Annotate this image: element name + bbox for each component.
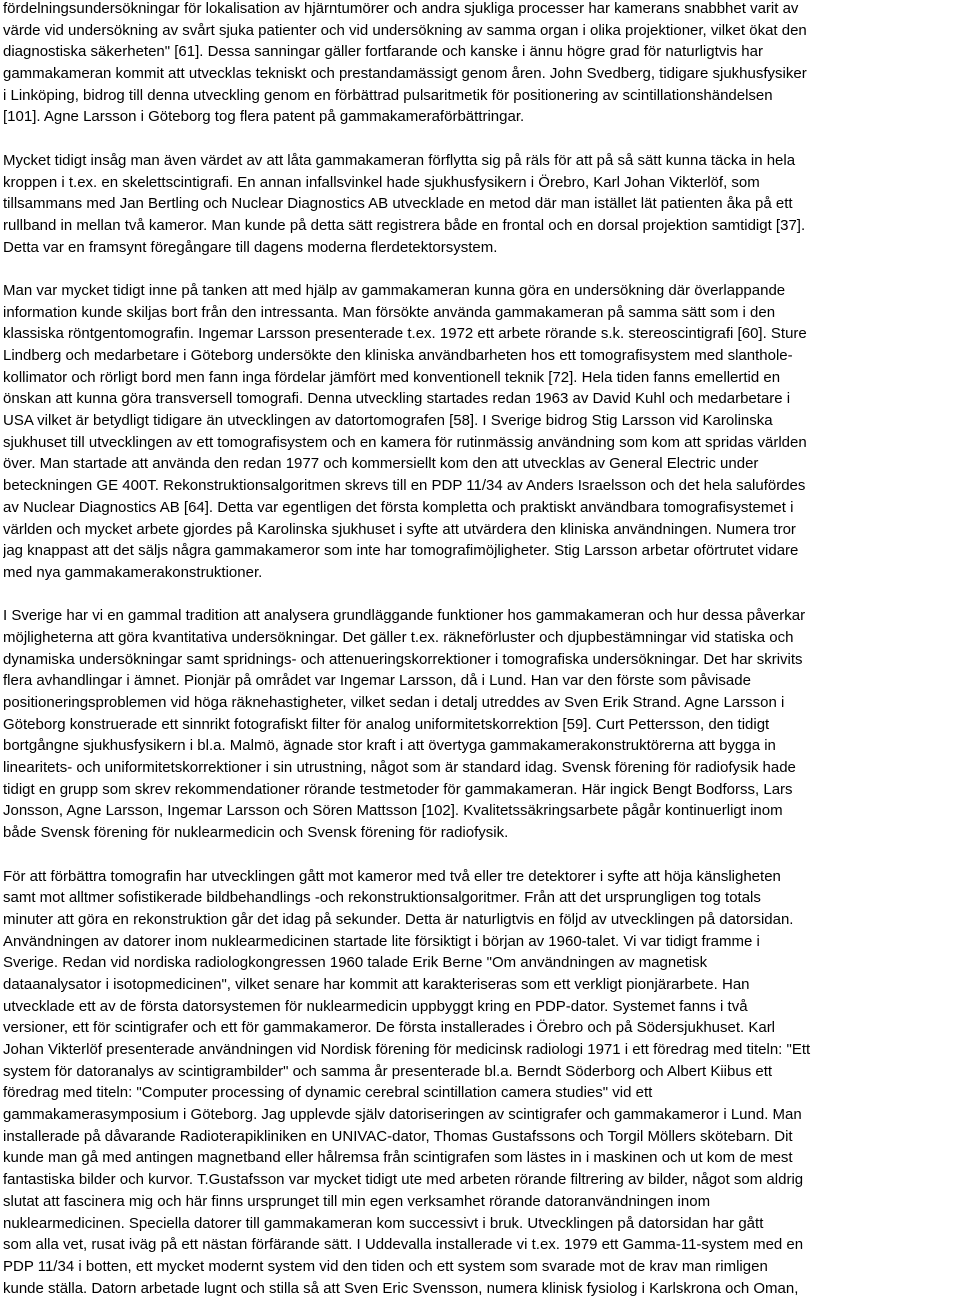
text-line: dynamiska undersökningar samt spridnings- och attenueringskorrektioner i tomografiska undersökningar. Det har skrivits bbox=[3, 650, 803, 668]
paragraph-computers bbox=[0, 866, 960, 1299]
text-line: tillsammans med Jan Bertling och Nuclear Diagnostics AB utvecklade en metod där man istället lät patienten åka på ett bbox=[3, 195, 793, 213]
text-line: möjligheterna att göra kvantitativa undersökningar. Det gäller t.ex. räkneförluster och djupbestämningar vid statiska och bbox=[3, 628, 794, 646]
text-line: information kunde skiljas bort från den intressanta. Man försökte använda gammakameran på samma sätt som i den bbox=[3, 303, 776, 321]
paragraph-rail-camera bbox=[0, 150, 960, 258]
text-line: kunde ställa. Datorn arbetade lugnt och stilla så att Sven Eric Svensson, numera klinisk fysiolog i Karlskrona och Oman, bbox=[3, 1279, 799, 1297]
text-line: i Linköping, bidrog till denna utveckling genom en förbättrad pulsaritmetik för positionering av scintillationshändelsen bbox=[3, 86, 773, 104]
text-line: minuter att göra en rekonstruktion går det idag på sekunder. Detta är naturligtvis en följd av utvecklingen på datorsidan. bbox=[3, 910, 794, 928]
text-line: med nya gammakamerakonstruktioner. bbox=[3, 563, 263, 581]
text-line: sjukhuset till utvecklingen av ett tomografisystem och en kamera för rutinmässig användning som kom att spridas världen bbox=[3, 433, 807, 451]
text-line: föredrag med titeln: "Computer processing of dynamic cerebral scintillation camera studies" vid ett bbox=[3, 1084, 653, 1102]
text-line: diagnostiska säkerheten" [61]. Dessa sanningar gäller fortfarande och kanske i ännu högre grad för naturligtvis har bbox=[3, 43, 763, 61]
text-line: rullband in mellan två kameror. Man kunde på detta sätt registrera både en frontal och en dorsal projektion samtidigt [37]. bbox=[3, 216, 806, 234]
text-line: Detta var en framsynt föregångare till dagens moderna flerdetektorsystem. bbox=[3, 238, 498, 256]
text-line: samt mot alltmer sofistikerade bildbehandlings -och rekonstruktionsalgoritmer. Från att det ursprungligen tog totals bbox=[3, 889, 761, 907]
text-line: av Nuclear Diagnostics AB [64]. Detta var egentligen det första kompletta och praktiskt användbara tomografisystemet i bbox=[3, 498, 794, 516]
text-line: Sverige. Redan vid nordiska radiologkongressen 1960 talade Erik Berne "Om användningen av magnetisk bbox=[3, 954, 708, 972]
paragraph-gap bbox=[0, 258, 960, 280]
paragraph-tomography bbox=[0, 280, 960, 584]
text-line: som alla vet, rusat iväg på ett nästan förfärande sätt. I Uddevalla installerade vi t.ex. 1979 ett Gamma-11-system med en bbox=[3, 1236, 804, 1254]
text-line: kollimator och rörligt bord men fann inga fördelar jämfört med konventionell teknik [72]. Hela tiden fanns emellertid en bbox=[3, 368, 781, 386]
text-line: Göteborg konstruerade ett sinnrikt fotografiskt filter för analog uniformitetskorrektion [59]. Curt Pettersson, den tidigt bbox=[3, 715, 770, 733]
text-line: Man var mycket tidigt inne på tanken att med hjälp av gammakameran kunna göra en undersökning där överlappande bbox=[3, 281, 786, 299]
text-line: positioneringsproblemen vid höga räknehastigheter, vilket sedan i detalj utreddes av Sven Erik Strand. Agne Larsson i bbox=[3, 694, 785, 711]
text-line: linearitets- och uniformitetskorrektioner i sin utrustning, något som är standard idag. Svensk förening för radiofysik hade bbox=[3, 759, 796, 777]
text-line: dataanalysator i isotopmedicinen", vilket senare har kommit att karakteriseras som ett verkligt pionjärarbete. Han bbox=[3, 975, 750, 993]
text-line: I Sverige har vi en gammal tradition att analysera grundläggande funktioner hos gammakameran och hur dessa påverkar bbox=[3, 607, 806, 625]
text-line: fördelningsundersökningar för lokalisation av hjärntumörer och andra sjukliga processer har kamerans snabbhet varit av bbox=[3, 0, 799, 17]
text-line: PDP 11/34 i botten, ett mycket modernt system vid den tiden och ett system som svarade mot de krav man rimligen bbox=[3, 1257, 768, 1275]
paragraph-gap bbox=[0, 584, 960, 606]
text-line: kroppen i t.ex. en skelettscintigrafi. En annan infallsvinkel hade sjukhusfysikern i Örebro, Karl Johan Vikterlöf, som bbox=[3, 173, 760, 191]
paragraph-quantitative-analysis bbox=[0, 605, 960, 844]
text-line: både Svensk förening för nuklearmedicin och Svensk förening för radiofysik. bbox=[3, 824, 509, 842]
text-line: slutat att fascinera mig och här finns ursprunget till min egen verksamhet rörande datoranvändningen inom bbox=[3, 1192, 711, 1210]
text-line: gammakameran kommit att utvecklas tekniskt och prestandamässigt genom åren. John Svedberg, tidigare sjukhusfysiker bbox=[3, 65, 807, 83]
text-line: värde vid undersökning av svårt sjuka patienter och vid undersökning av samma organ i olika projektioner, vilket ökat den bbox=[3, 21, 807, 39]
text-line: flera avhandlingar i ämnet. Pionjär på området var Ingemar Larsson, då i Lund. Han var den förste som påvisade bbox=[3, 672, 751, 690]
text-line: installerade på dåvarande Radioterapikliniken en UNIVAC-dator, Thomas Gustafssons och Torgil Möllers skötebarn. Dit bbox=[3, 1127, 793, 1145]
text-line: önskan att kunna göra transversell tomografi. Denna utveckling startades redan 1963 av David Kuhl och medarbetare i bbox=[3, 390, 791, 408]
text-line: utvecklade ett av de första datorsystemen för nuklearmedicin uppbyggt kring en PDP-dator. Systemet fanns i två bbox=[3, 997, 748, 1015]
text-line: Johan Vikterlöf presenterade användningen vid Nordisk förening för medicinsk radiologi 1971 i ett föredrag med titeln: "Ett bbox=[3, 1041, 811, 1058]
text-line: [101]. Agne Larsson i Göteborg tog flera patent på gammakameraförbättringar. bbox=[3, 108, 525, 126]
text-line: versioner, ett för scintigrafer och ett för gammakameror. De första installerades i Örebro och på Södersjukhuset. Karl bbox=[3, 1019, 776, 1037]
text-line: gammakamerasymposium i Göteborg. Jag upplevde själv datoriseringen av scintigrafer och gammakameror i Lund. Man bbox=[3, 1106, 802, 1124]
paragraph-gap bbox=[0, 844, 960, 866]
text-line: system för datoranalys av scintigrambilder" och samma år presenterade bl.a. Berndt Söderborg och Albert Kiibus ett bbox=[3, 1062, 773, 1080]
paragraph-gap bbox=[0, 128, 960, 150]
text-line: USA vilket är betydligt tidigare än utvecklingen av datortomografen [58]. I Sverige bidrog Stig Larsson vid Karolinska bbox=[3, 412, 773, 430]
paragraph-gammakamera-history bbox=[0, 0, 960, 128]
text-line: jag knappast att det säljs några gammakameror som inte har tomografimöjligheter. Stig Larsson arbetar oförtrutet vidare bbox=[3, 542, 799, 560]
text-line: över. Man startade att använda den redan 1977 och kommersiellt kom den att utvecklas av General Electric under bbox=[3, 455, 759, 473]
text-line: tidigt en grupp som skrev rekommendationer rörande testmetoder för gammakameran. Här ingick Bengt Bodforss, Lars bbox=[3, 780, 793, 798]
text-line: Mycket tidigt insåg man även värdet av att låta gammakameran förflytta sig på räls för att på så sätt kunna täcka in hela bbox=[3, 151, 796, 169]
text-line: fantastiska bilder och kurvor. T.Gustafsson var mycket tidigt ute med arbeten rörande filtrering av bilder, något som aldrig bbox=[3, 1171, 804, 1189]
text-line: För att förbättra tomografin har utvecklingen gått mot kameror med två eller tre detektorer i syfte att höja känsligheten bbox=[3, 867, 781, 885]
text-line: Lindberg och medarbetare i Göteborg undersökte den kliniska användbarheten hos ett tomografisystem med slanthole- bbox=[3, 347, 793, 364]
text-line: Användningen av datorer inom nuklearmedicinen startade lite försiktigt i början av 1960-talet. Vi var tidigt framme i bbox=[3, 932, 760, 950]
text-line: världen och mycket arbete gjordes på Karolinska sjukhuset i syfte att utvärdera den kliniska användningen. Numera tror bbox=[3, 520, 796, 538]
text-line: bortgångne sjukhusfysikern i bl.a. Malmö, ägnade stor kraft i att övertyga gammakamerakonstruktörerna att bygga in bbox=[3, 737, 776, 755]
text-line: beteckningen GE 400T. Rekonstruktionsalgoritmen skrevs till en PDP 11/34 av Anders Israelsson och det hela salufördes bbox=[3, 477, 806, 495]
text-line: nuklearmedicinen. Speciella datorer till gammakameran kom successivt i bruk. Utvecklingen på datorsidan har gått bbox=[3, 1214, 764, 1232]
text-line: Jonsson, Agne Larsson, Ingemar Larsson och Sören Mattsson [102]. Kvalitetssäkringsarbete pågår kontinuerligt inom bbox=[3, 802, 783, 820]
text-line: kunde man gå med antingen magnetband eller hålremsa från scintigrafen som lästes in i maskinen och ut kom de mest bbox=[3, 1149, 793, 1167]
text-line: klassiska röntgentomografin. Ingemar Larsson presenterade t.ex. 1972 ett arbete rörande s.k. stereoscintigrafi [60]. Sture bbox=[3, 325, 807, 343]
